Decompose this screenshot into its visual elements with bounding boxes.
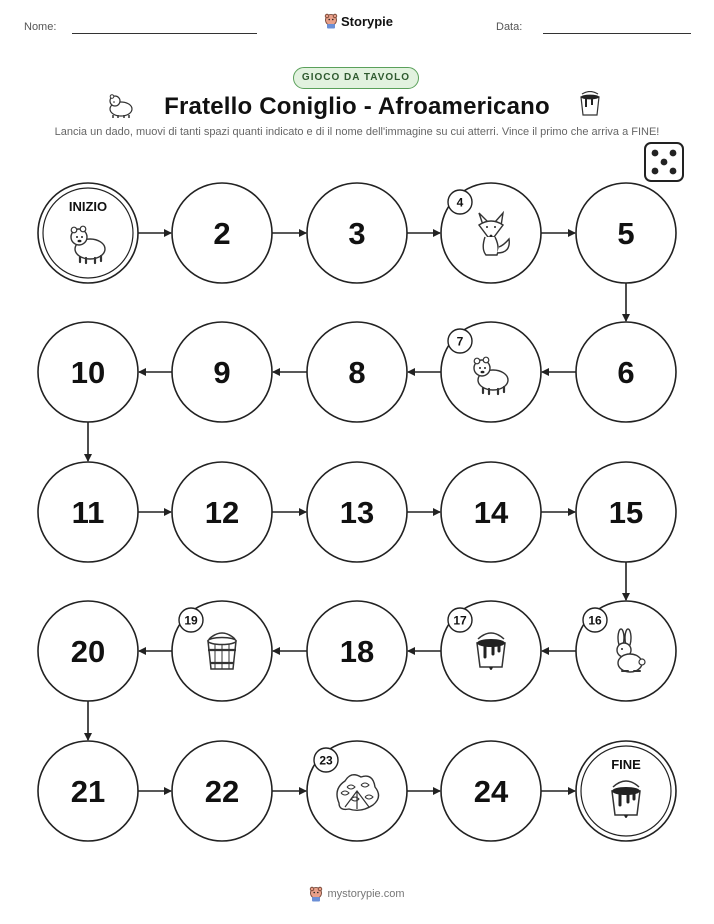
space-number: 9 [213,355,231,390]
board-space-2[interactable] [172,183,272,283]
space-number: 10 [70,355,106,390]
board-space-19[interactable] [172,601,272,701]
space-number: 16 [588,613,602,628]
board-space-15[interactable] [576,462,676,562]
board-space-10[interactable] [38,322,138,422]
space-number: 8 [348,355,366,390]
space-label: FINE [611,757,641,772]
board-space-4[interactable] [441,183,541,283]
board-space-6[interactable] [576,322,676,422]
space-number: 21 [70,774,106,809]
space-number: 19 [184,613,198,628]
board-space-24[interactable] [441,741,541,841]
space-number: 12 [204,495,240,530]
instructions-text: Lancia un dado, muovi di tanti spazi quanti indicato e di il nome dell'immagine su cui atterri. Vince il primo che arriva a FINE! [54,126,660,138]
board-game-badge: GIOCO DA TAVOLO [293,67,419,89]
space-number: 24 [473,774,509,809]
space-number: 2 [213,216,231,251]
space-number: 17 [453,613,467,628]
board-space-5[interactable] [576,183,676,283]
space-number: 15 [608,495,644,530]
wooden-bucket-icon [208,633,236,669]
board-space-22[interactable] [172,741,272,841]
board-space-11[interactable] [38,462,138,562]
space-circle [38,183,138,283]
footer-url: mystorypie.com [327,888,405,900]
space-number: 14 [473,495,509,530]
board-space-9[interactable] [172,322,272,422]
board-space-8[interactable] [307,322,407,422]
space-number: 4 [456,195,464,210]
board-space-21[interactable] [38,741,138,841]
board-space-20[interactable] [38,601,138,701]
board-space-17[interactable] [441,601,541,701]
board-space-13[interactable] [307,462,407,562]
board-space-16[interactable] [576,601,676,701]
board-space-25[interactable] [576,741,676,841]
board-space-12[interactable] [172,462,272,562]
board-space-23[interactable] [307,741,407,841]
space-number: 23 [319,753,333,768]
board-space-1[interactable] [38,183,138,283]
space-number: 7 [456,334,464,349]
footer [0,886,714,902]
board-space-7[interactable] [441,322,541,422]
space-number: 13 [339,495,375,530]
date-label: Data: [496,21,523,33]
space-number: 20 [70,634,106,669]
space-number: 18 [339,634,375,669]
board-space-14[interactable] [441,462,541,562]
space-number: 11 [71,495,105,530]
page-title: Fratello Coniglio - Afroamericano [164,93,550,120]
space-number: 5 [617,216,635,251]
board-space-3[interactable] [307,183,407,283]
space-label: INIZIO [68,199,108,214]
space-number: 3 [348,216,366,251]
board-space-18[interactable] [307,601,407,701]
brand-name: Storypie [341,13,394,29]
space-number: 22 [204,774,240,809]
space-number: 6 [617,355,635,390]
storypie-mascot-icon [309,886,323,902]
name-label: Nome: [24,21,57,33]
